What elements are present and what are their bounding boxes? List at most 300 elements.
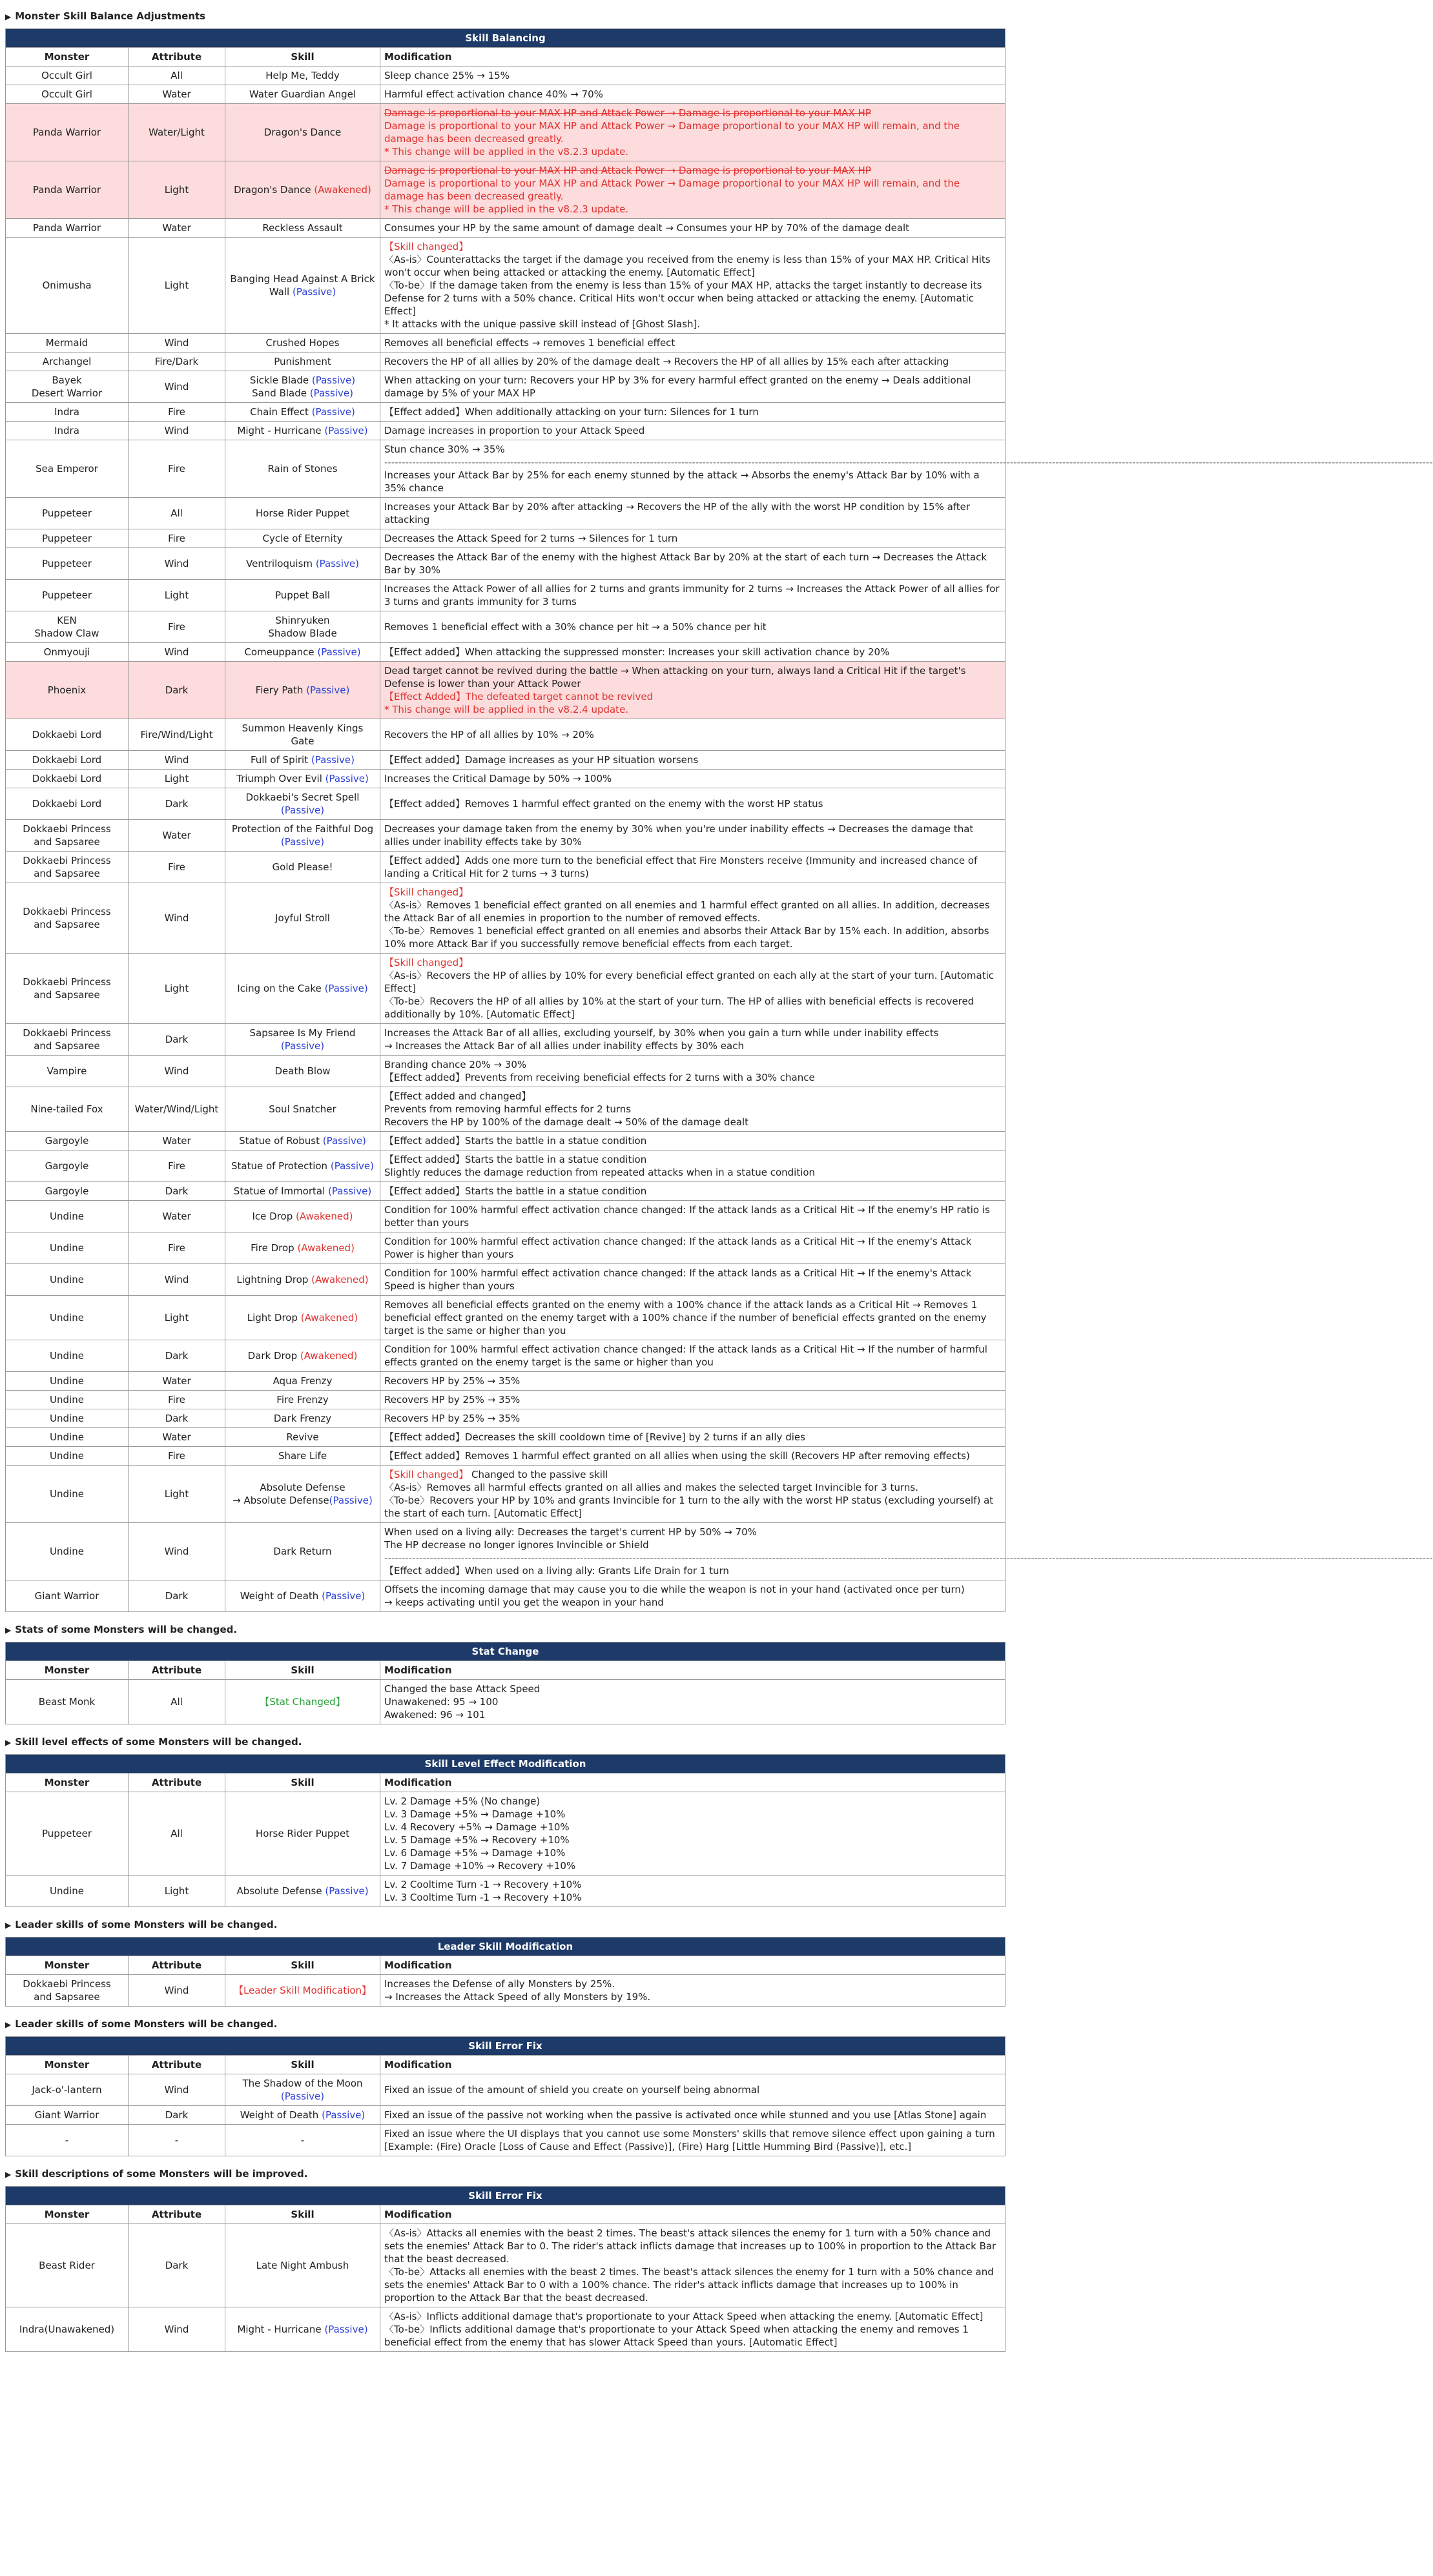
modification-cell xyxy=(380,770,1005,788)
cell-line: Help Me, Teddy xyxy=(265,70,340,81)
cell-line: Share Life xyxy=(278,1450,327,1462)
table-row xyxy=(6,529,1005,548)
modification-cell xyxy=(380,1428,1005,1447)
modification-cell xyxy=(380,1296,1005,1340)
modification-cell xyxy=(380,611,1005,643)
mod-tag-line xyxy=(384,956,1001,969)
modification-cell xyxy=(380,2074,1005,2106)
attribute-cell: Water/Wind/Light xyxy=(129,1087,225,1132)
monster-cell xyxy=(6,1232,129,1264)
attribute-cell: Light xyxy=(129,1466,225,1523)
cell-line: Dragon's Dance xyxy=(234,184,311,196)
monster-cell xyxy=(6,662,129,719)
cell-line: Panda Warrior xyxy=(32,184,101,196)
cell-line: Comeuppance xyxy=(244,646,314,658)
skill-cell xyxy=(225,104,380,161)
modification-cell xyxy=(380,1466,1005,1523)
skill-name xyxy=(269,1103,336,1115)
table-row xyxy=(6,66,1005,85)
cell-line: Dokkaebi Lord xyxy=(32,773,102,784)
skill-suffix: (Passive) xyxy=(317,646,361,658)
mod-line: 〈To-be〉Inflicts additional damage that's proportionate to your Attack Speed when attacking the enemy and removes 1 beneficial effect from the enemy that has slower Attack Speed than yours. [Automatic Effect] xyxy=(384,2324,969,2348)
skill-suffix: (Passive) xyxy=(322,1590,366,1602)
table-row xyxy=(6,371,1005,403)
monster-cell xyxy=(6,1409,129,1428)
attribute-cell: Wind xyxy=(129,643,225,662)
attribute-cell: Wind xyxy=(129,334,225,353)
attribute-cell: Fire xyxy=(129,403,225,422)
cell-line: Full of Spirit xyxy=(250,754,309,766)
attribute-cell: Dark xyxy=(129,788,225,820)
stat-heading: ▶ Stats of some Monsters will be changed. xyxy=(5,1624,238,1635)
attribute-cell: All xyxy=(129,498,225,529)
mod-line: Slightly reduces the damage reduction from repeated attacks when in a statue condition xyxy=(384,1167,816,1178)
skill-cell xyxy=(225,1024,380,1056)
skill-cell xyxy=(225,2074,380,2106)
mod-note: * This change will be applied in the v8.2.3 update. xyxy=(384,203,629,215)
cell-line: - xyxy=(300,2134,305,2146)
skill-name xyxy=(246,558,313,569)
table-row xyxy=(6,1792,1005,1876)
cell-line: Banging Head Against A Brick Wall xyxy=(230,273,375,298)
cell-line: Dark Frenzy xyxy=(273,1413,332,1424)
mod-line: The HP decrease no longer ignores Invincible or Shield xyxy=(384,1539,649,1551)
mod-line: Decreases the Attack Speed for 2 turns → Silences for 1 turn xyxy=(384,533,678,544)
cell-line: Onmyouji xyxy=(43,646,90,658)
mod-tag: 【Skill changed】 xyxy=(384,241,469,252)
cell-line: Indra xyxy=(54,406,79,418)
skill-cell xyxy=(225,1523,380,1580)
cell-line: Reckless Assault xyxy=(262,222,343,234)
mod-line: Harmful effect activation chance 40% → 70% xyxy=(384,88,603,100)
skill-name xyxy=(276,1394,328,1406)
mod-line: Removes all beneficial effects → removes 1 beneficial effect xyxy=(384,337,675,349)
attribute-cell: Fire xyxy=(129,1447,225,1466)
skill-name xyxy=(265,337,339,349)
cell-line: Dokkaebi Princess xyxy=(23,1027,111,1039)
cell-line: Beast Rider xyxy=(39,2260,95,2271)
skill-name xyxy=(262,222,342,234)
table-title: Skill Balancing xyxy=(6,29,1005,48)
skill-suffix: (Awakened) xyxy=(296,1211,353,1222)
cell-line: Gargoyle xyxy=(45,1160,89,1172)
table-row xyxy=(6,662,1005,719)
attribute-cell: Wind xyxy=(129,371,225,403)
skill-cell xyxy=(225,662,380,719)
cell-line: Indra xyxy=(54,425,79,436)
skill-name xyxy=(236,773,322,784)
mod-line: Lv. 6 Damage +5% → Damage +10% xyxy=(384,1847,566,1859)
table-row xyxy=(6,1680,1005,1724)
monster-cell xyxy=(6,1150,129,1182)
mod-line: Lv. 3 Damage +5% → Damage +10% xyxy=(384,1808,566,1820)
modification-cell xyxy=(380,498,1005,529)
skill-name xyxy=(239,1135,320,1147)
monster-cell xyxy=(6,2074,129,2106)
triangle-icon: ▶ xyxy=(5,1921,12,1930)
skill-error-table xyxy=(5,2036,1005,2156)
triangle-icon: ▶ xyxy=(5,12,12,21)
modification-cell xyxy=(380,1232,1005,1264)
error-heading: ▶ Leader skills of some Monsters will be changed. xyxy=(5,2018,278,2030)
mod-line: Fixed an issue where the UI displays that you cannot use some Monsters' skills that remove silence effect upon gaining a turn xyxy=(384,2128,995,2140)
skill-name xyxy=(268,615,336,639)
cell-line: Dokkaebi Lord xyxy=(32,729,102,741)
mod-line: Damage increases in proportion to your Attack Speed xyxy=(384,425,645,436)
monster-cell xyxy=(6,580,129,611)
cell-line: Weight of Death xyxy=(240,1590,319,1602)
cell-line: Undine xyxy=(50,1413,84,1424)
level-heading: ▶ Skill level effects of some Monsters will be changed. xyxy=(5,1736,302,1748)
mod-line: [Example: (Fire) Oracle [Loss of Cause and Effect (Passive)], (Fire) Harg [Little Humming Bird (Passive)], etc.] xyxy=(384,2141,912,2152)
monster-cell xyxy=(6,66,129,85)
cell-line: Absolute Defense xyxy=(260,1482,345,1493)
table-row xyxy=(6,1296,1005,1340)
skill-name xyxy=(246,792,360,803)
mod-note: * This change will be applied in the v8.2.3 update. xyxy=(384,146,629,158)
attribute-cell: Wind xyxy=(129,751,225,770)
mod-strike: Damage is proportional to your MAX HP and Attack Power → Damage is proportional to your MAX HP xyxy=(384,107,871,119)
table-header-row xyxy=(6,1774,1005,1792)
attribute-cell: Wind xyxy=(129,2074,225,2106)
mod-line: Increases the Attack Bar of all allies, excluding yourself, by 30% when you gain a turn while under inability effects xyxy=(384,1027,939,1039)
table-row xyxy=(6,770,1005,788)
cell-line: Protection of the Faithful Dog xyxy=(231,823,374,835)
mod-line: Increases the Critical Damage by 50% → 100% xyxy=(384,773,612,784)
table-row xyxy=(6,954,1005,1024)
header-attribute: Attribute xyxy=(129,1956,225,1975)
table-title: Skill Error Fix xyxy=(6,2187,1005,2205)
cell-line: Undine xyxy=(50,1242,84,1254)
skill-name xyxy=(275,589,330,601)
cell-line: Icing on the Cake xyxy=(237,983,322,994)
skill-cell xyxy=(225,1447,380,1466)
modification-cell xyxy=(380,2125,1005,2156)
skill-cell xyxy=(225,1232,380,1264)
table-row xyxy=(6,498,1005,529)
mod-line: 〈As-is〉Counterattacks the target if the damage you received from the enemy is less than 15% of your MAX HP. Critical Hits won't occur when being attacked or attacking the enemy. [Automatic Effect] xyxy=(384,254,991,278)
table-row xyxy=(6,1428,1005,1447)
page-title: ▶ Monster Skill Balance Adjustments xyxy=(5,10,206,22)
mod-line: Condition for 100% harmful effect activation chance changed: If the attack lands as a Critical Hit → If the enemy's Attack Speed is higher than yours xyxy=(384,1267,972,1292)
mod-line: Recovers HP by 25% → 35% xyxy=(384,1413,521,1424)
skill-name xyxy=(249,88,356,100)
header-monster: Monster xyxy=(6,1956,129,1975)
header-skill: Skill xyxy=(225,48,380,66)
monster-cell xyxy=(6,2125,129,2156)
attribute-cell: Water xyxy=(129,85,225,104)
cell-line: Undine xyxy=(50,1488,84,1500)
skill-name xyxy=(248,1350,297,1362)
monster-cell xyxy=(6,1182,129,1201)
mod-line: 【Effect added】Starts the battle in a statue condition xyxy=(384,1154,647,1165)
header-skill: Skill xyxy=(225,1956,380,1975)
skill-description-table xyxy=(5,2186,1005,2352)
attribute-cell: Dark xyxy=(129,2106,225,2125)
skill-cell xyxy=(225,529,380,548)
monster-cell xyxy=(6,1340,129,1372)
monster-cell xyxy=(6,1975,129,2007)
table-row xyxy=(6,788,1005,820)
triangle-icon: ▶ xyxy=(5,1626,12,1635)
table-row xyxy=(6,1523,1005,1580)
modification-cell xyxy=(380,1391,1005,1409)
table-title-row xyxy=(6,29,1005,48)
attribute-cell: Water/Light xyxy=(129,104,225,161)
attribute-cell: Water xyxy=(129,1201,225,1232)
skill-name xyxy=(273,1546,331,1557)
header-modification: Modification xyxy=(380,1774,1005,1792)
skill-cell xyxy=(225,2125,380,2156)
modification-cell xyxy=(380,334,1005,353)
skill-name xyxy=(251,754,308,766)
mod-line: Lv. 4 Recovery +5% → Damage +10% xyxy=(384,1821,570,1833)
skill-name xyxy=(232,823,373,835)
attribute-cell: Wind xyxy=(129,1523,225,1580)
mod-line: Condition for 100% harmful effect activation chance changed: If the attack lands as a Critical Hit → If the enemy's Attack Power is higher than yours xyxy=(384,1236,972,1260)
cell-line: Statue of Robust xyxy=(239,1135,320,1147)
monster-cell xyxy=(6,548,129,580)
skill-suffix: (Passive) xyxy=(280,836,325,848)
modification-cell xyxy=(380,788,1005,820)
skill-cell xyxy=(225,1087,380,1132)
table-row xyxy=(6,1876,1005,1907)
modification-cell xyxy=(380,403,1005,422)
cell-line: Horse Rider Puppet xyxy=(255,507,350,519)
cell-line: Dokkaebi Princess xyxy=(23,906,111,917)
monster-cell xyxy=(6,770,129,788)
skill-suffix: (Passive) xyxy=(311,374,356,386)
cell-line: Undine xyxy=(50,1375,84,1387)
mod-line: Lv. 2 Cooltime Turn -1 → Recovery +10% xyxy=(384,1879,582,1890)
cell-line: Sapsaree Is My Friend xyxy=(249,1027,356,1039)
cell-line: Giant Warrior xyxy=(34,2109,99,2121)
skill-cell xyxy=(225,1466,380,1523)
modification-cell xyxy=(380,2224,1005,2307)
mod-line: Branding chance 20% → 30% xyxy=(384,1059,527,1070)
skill-name xyxy=(301,2134,304,2146)
skill-cell xyxy=(225,1264,380,1296)
cell-line: Ventriloquism xyxy=(246,558,313,569)
table-row xyxy=(6,353,1005,371)
monster-cell xyxy=(6,529,129,548)
skill-cell xyxy=(225,883,380,954)
skill-name xyxy=(234,1185,325,1197)
cell-line: Phoenix xyxy=(47,684,87,696)
cell-line: Puppeteer xyxy=(41,507,92,519)
cell-line: Shinryuken xyxy=(275,615,330,626)
mod-line: Lv. 3 Cooltime Turn -1 → Recovery +10% xyxy=(384,1892,582,1903)
skill-suffix: (Passive) xyxy=(324,2324,368,2335)
table-header-row xyxy=(6,48,1005,66)
divider: ------------------------------------------------------------------------------------------------------------------------------------------------------------------------------------------------------------------------------------------------------------------------------------------------------------ xyxy=(384,1552,1433,1564)
skill-suffix: (Awakened) xyxy=(300,1350,358,1362)
cell-line: and Sapsaree xyxy=(34,1991,100,2003)
skill-cell xyxy=(225,2307,380,2352)
header-monster: Monster xyxy=(6,48,129,66)
monster-cell xyxy=(6,611,129,643)
monster-cell xyxy=(6,104,129,161)
monster-cell xyxy=(6,1792,129,1876)
skill-cell xyxy=(225,371,380,403)
mod-line: Condition for 100% harmful effect activation chance changed: If the attack lands as a Critical Hit → If the enemy's HP ratio is better than yours xyxy=(384,1204,990,1229)
mod-line: 〈To-be〉Removes 1 beneficial effect granted on all enemies and absorbs their Attack Bar by 15% each. In addition, absorbs 10% more Attack Bar if you successfully remove beneficial effects from each target. xyxy=(384,925,989,950)
skill-name xyxy=(240,2109,319,2121)
triangle-icon: ▶ xyxy=(5,1738,12,1747)
modification-cell xyxy=(380,161,1005,219)
attribute-cell: Light xyxy=(129,580,225,611)
modification-cell xyxy=(380,548,1005,580)
cell-line: Absolute Defense xyxy=(236,1885,322,1897)
mod-tag-line xyxy=(384,886,1001,899)
table-row xyxy=(6,1024,1005,1056)
skill-name xyxy=(267,463,337,475)
skill-cell xyxy=(225,1132,380,1150)
skill-name xyxy=(256,2260,349,2271)
cell-line: Undine xyxy=(50,1274,84,1285)
table-title: Stat Change xyxy=(6,1642,1005,1661)
cell-line: Statue of Immortal xyxy=(233,1185,325,1197)
skill-name xyxy=(273,861,333,873)
header-monster: Monster xyxy=(6,2056,129,2074)
modification-cell xyxy=(380,1447,1005,1466)
mod-line: 〈As-is〉Removes all harmful effects granted on all allies and makes the selected target Invincible for 3 turns. xyxy=(384,1482,918,1493)
cell-line: Undine xyxy=(50,1431,84,1443)
cell-line: The Shadow of the Moon xyxy=(242,2078,363,2089)
skill-name-2: Sand Blade xyxy=(252,387,307,399)
mod-line: 〈As-is〉Removes 1 beneficial effect granted on all enemies and 1 harmful effect granted on all allies. In addition, decreases the Attack Bar of all enemies in proportion to the number of removed effects. xyxy=(384,899,990,924)
mod-line: Recovers HP by 25% → 35% xyxy=(384,1375,521,1387)
monster-cell xyxy=(6,2307,129,2352)
monster-cell xyxy=(6,788,129,820)
skill-level-table xyxy=(5,1754,1005,1907)
cell-line: Might - Hurricane xyxy=(237,425,322,436)
modification-cell xyxy=(380,883,1005,954)
cell-line: Nine-tailed Fox xyxy=(30,1103,103,1115)
table-header-row xyxy=(6,2205,1005,2224)
modification-cell xyxy=(380,1792,1005,1876)
mod-tag: 【Skill changed】 xyxy=(384,1469,469,1480)
skill-cell xyxy=(225,852,380,883)
header-modification: Modification xyxy=(380,2056,1005,2074)
skill-cell xyxy=(225,611,380,643)
table-row xyxy=(6,1975,1005,2007)
monster-cell xyxy=(6,353,129,371)
cell-line: Horse Rider Puppet xyxy=(255,1828,350,1839)
header-monster: Monster xyxy=(6,1661,129,1680)
mod-line: Recovers HP by 25% → 35% xyxy=(384,1394,521,1406)
table-row xyxy=(6,883,1005,954)
mod-strike: Damage is proportional to your MAX HP and Attack Power → Damage is proportional to your MAX HP xyxy=(384,165,871,176)
modification-cell xyxy=(380,1182,1005,1201)
modification-cell xyxy=(380,1409,1005,1428)
header-skill: Skill xyxy=(225,2205,380,2224)
mod-line: 〈As-is〉Recovers the HP of allies by 10% for every beneficial effect granted on each ally at the start of your turn. [Automatic Effect] xyxy=(384,970,995,994)
header-skill: Skill xyxy=(225,2056,380,2074)
attribute-cell: Light xyxy=(129,1296,225,1340)
cell-line: Vampire xyxy=(46,1065,87,1077)
table-row xyxy=(6,1447,1005,1466)
skill-cell xyxy=(225,1296,380,1340)
cell-line: Puppeteer xyxy=(41,1828,92,1839)
skill-cell xyxy=(225,1150,380,1182)
attribute-cell: Dark xyxy=(129,1409,225,1428)
skill-suffix: (Passive) xyxy=(311,406,355,418)
cell-line: Summon Heavenly Kings Gate xyxy=(242,722,364,747)
modification-cell xyxy=(380,719,1005,751)
modification-cell xyxy=(380,1523,1433,1580)
mod-line: 【Effect added】Prevents from receiving beneficial effects for 2 turns with a 30% chance xyxy=(384,1072,815,1083)
cell-line: Dokkaebi Lord xyxy=(32,798,102,810)
skill-name xyxy=(236,1885,322,1897)
monster-cell xyxy=(6,751,129,770)
mod-line: 〈As-is〉Attacks all enemies with the beast 2 times. The beast's attack silences the enemy for 1 turn with a 50% chance and sets the enemies' Attack Bar to 0. The rider's attack inflicts damage that increases up to 100% in proportion to the Attack Bar that the beast decreased. xyxy=(384,2227,996,2265)
modification-cell xyxy=(380,1975,1005,2007)
modification-cell xyxy=(380,852,1005,883)
skill-name xyxy=(278,1450,327,1462)
table-header-row xyxy=(6,1956,1005,1975)
header-attribute: Attribute xyxy=(129,2056,225,2074)
mod-red: Damage is proportional to your MAX HP and Attack Power → Damage proportional to your MAX HP will remain, and the damage has been decreased greatly. xyxy=(384,178,960,202)
modification-cell xyxy=(380,643,1005,662)
attribute-cell: Fire/Dark xyxy=(129,353,225,371)
modification-cell xyxy=(380,1132,1005,1150)
header-attribute: Attribute xyxy=(129,48,225,66)
skill-name xyxy=(231,1160,327,1172)
modification-cell xyxy=(380,1150,1005,1182)
skill-cell xyxy=(225,1182,380,1201)
modification-cell xyxy=(380,1876,1005,1907)
monster-cell xyxy=(6,219,129,238)
cell-line: Panda Warrior xyxy=(32,127,101,138)
attribute-cell: Fire xyxy=(129,1391,225,1409)
cell-line: Sickle Blade xyxy=(249,374,309,386)
modification-cell xyxy=(380,353,1005,371)
skill-cell xyxy=(225,580,380,611)
header-monster: Monster xyxy=(6,1774,129,1792)
skill-cell xyxy=(225,440,380,498)
cell-line: Indra(Unawakened) xyxy=(19,2324,115,2335)
skill-suffix: (Passive) xyxy=(280,2090,325,2102)
skill-name xyxy=(275,912,330,924)
skill-suffix: (Passive) xyxy=(329,1495,373,1506)
cell-line: Death Blow xyxy=(274,1065,331,1077)
skill-name xyxy=(256,507,349,519)
cell-line: Ice Drop xyxy=(252,1211,293,1222)
attribute-cell: All xyxy=(129,66,225,85)
attribute-cell: Wind xyxy=(129,1975,225,2007)
skill-suffix: (Passive) xyxy=(311,754,355,766)
attribute-cell: Water xyxy=(129,820,225,852)
cell-line: Undine xyxy=(50,1885,84,1897)
skill-name xyxy=(237,2324,321,2335)
cell-line: Late Night Ambush xyxy=(256,2260,349,2271)
mod-line: Fixed an issue of the passive not working when the passive is activated once while stunned and you use [Atlas Stone] again xyxy=(384,2109,987,2121)
table-row xyxy=(6,2074,1005,2106)
mod-line: 【Effect added】Removes 1 harmful effect granted on the enemy with the worst HP status xyxy=(384,798,823,810)
monster-cell xyxy=(6,371,129,403)
attribute-cell: Wind xyxy=(129,422,225,440)
attribute-cell: All xyxy=(129,1680,225,1724)
mod-line: 〈To-be〉If the damage taken from the enemy is less than 15% of your MAX HP, attacks the target instantly to decrease its Defense for 2 turns with a 50% chance. Critical Hits won't occur when being attacked or attacking the enemy. [Automatic Effect] xyxy=(384,280,982,317)
cell-line: Undine xyxy=(50,1394,84,1406)
skill-name xyxy=(247,1312,298,1324)
mod-line: Lv. 2 Damage +5% (No change) xyxy=(384,1795,541,1807)
modification-cell xyxy=(380,1087,1005,1132)
cell-line: Beast Monk xyxy=(38,1696,96,1708)
attribute-cell: Light xyxy=(129,238,225,334)
modification-cell xyxy=(380,954,1005,1024)
